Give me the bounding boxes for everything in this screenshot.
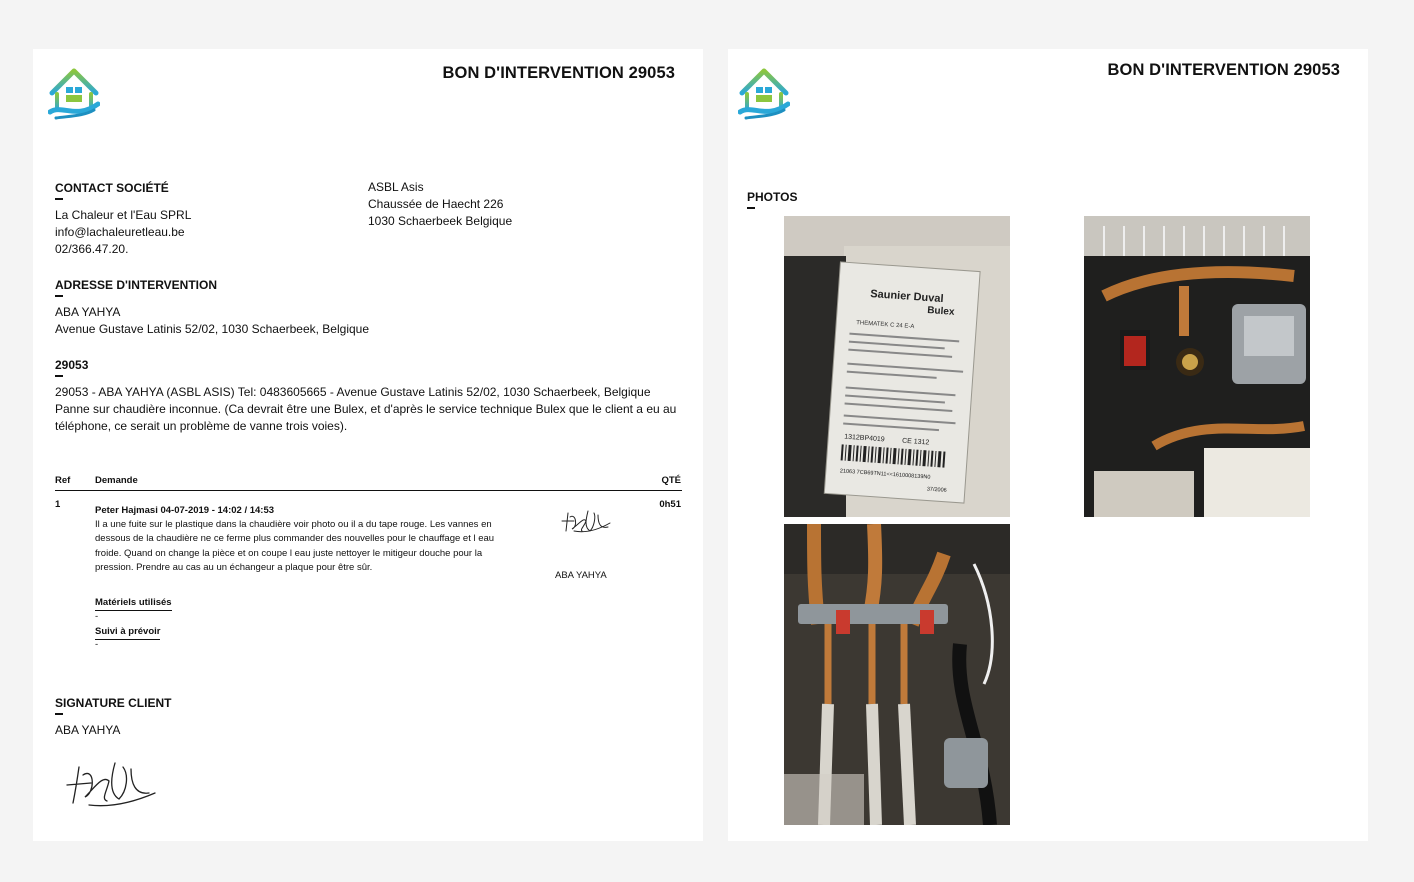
contact-heading: CONTACT SOCIÉTÉ xyxy=(55,181,169,195)
nameplate-serial: 1312BP4019 xyxy=(843,433,885,444)
table-header-demande: Demande xyxy=(95,475,138,486)
company-logo-icon xyxy=(48,66,100,122)
company-logo-icon xyxy=(738,66,790,122)
nameplate-brand2: Bulex xyxy=(926,305,955,318)
materials-value: - xyxy=(95,611,99,622)
photo-nameplate[interactable] xyxy=(784,216,1010,517)
table-header-rule xyxy=(55,490,682,491)
nameplate-date: 37/2006 xyxy=(926,486,947,494)
contact-company: La Chaleur et l'Eau SPRL xyxy=(55,208,192,222)
table-row-tech: Peter Hajmasi 04-07-2019 - 14:02 / 14:53 xyxy=(95,505,275,516)
table-header-qty: QTÉ xyxy=(661,475,681,486)
nameplate-code: 21063 7CB69TN11<<1610008139N0 xyxy=(839,468,931,481)
document-page-2 xyxy=(728,49,1368,841)
nameplate-ce: CE 1312 xyxy=(901,437,930,447)
nameplate-model: THEMATEK C 24 E-A xyxy=(856,320,915,331)
materials-label: Matériels utilisés xyxy=(95,597,172,611)
job-heading: 29053 xyxy=(55,358,89,372)
client-city: 1030 Schaerbeek Belgique xyxy=(368,214,513,228)
photos-heading: PHOTOS xyxy=(747,190,798,204)
nameplate-brand: Saunier Duval xyxy=(869,288,944,306)
document-page-1 xyxy=(33,49,703,841)
intervention-heading: ADRESSE D'INTERVENTION xyxy=(55,278,217,292)
document-title: BON D'INTERVENTION 29053 xyxy=(1107,61,1340,79)
intervention-address: Avenue Gustave Latinis 52/02, 1030 Schaerbeek, Belgique xyxy=(55,322,370,336)
contact-phone: 02/366.47.20. xyxy=(55,242,129,256)
table-row-ref: 1 xyxy=(55,499,61,510)
followup-value: - xyxy=(95,639,99,650)
client-name: ASBL Asis xyxy=(368,180,424,194)
document-title: BON D'INTERVENTION 29053 xyxy=(442,64,675,82)
signature-name: ABA YAHYA xyxy=(55,723,121,737)
job-description: 29053 - ABA YAHYA (ASBL ASIS) Tel: 0483605665 - Avenue Gustave Latinis 52/02, 1030 Schaerbeek, Belgique Panne sur chaudière inconnue. (Ca devrait être une Bulex, et d'après le service technique Bulex que le client a eu au téléphone, ce serait un problème de vanne trois voies). xyxy=(55,385,677,434)
photo-pipes[interactable] xyxy=(784,524,1010,825)
client-signature-image xyxy=(65,757,157,813)
row-signer-name: ABA YAHYA xyxy=(555,570,607,581)
table-row-qty: 0h51 xyxy=(659,499,681,510)
signature-heading: SIGNATURE CLIENT xyxy=(55,696,172,710)
table-header-ref: Ref xyxy=(55,475,71,486)
row-signature-image xyxy=(560,507,612,537)
followup-label: Suivi à prévoir xyxy=(95,626,160,640)
intervention-name: ABA YAHYA xyxy=(55,305,121,319)
table-row-text: Il a une fuite sur le plastique dans la chaudière voir photo ou il a du tape rouge. Les vannes en dessous de la chaudière ne ce ferme plus commander des nouvelles pour le chauffage et l eau froide. Quand on change la pièce et on coupe l eau juste nettoyer le mitigeur douche pour la pression. Prendre au cas au un échangeur a plaque pour être sûr. xyxy=(95,519,495,573)
contact-email: info@lachaleuretleau.be xyxy=(55,225,185,239)
photo-valve-assembly[interactable] xyxy=(1084,216,1310,517)
client-street: Chaussée de Haecht 226 xyxy=(368,197,504,211)
